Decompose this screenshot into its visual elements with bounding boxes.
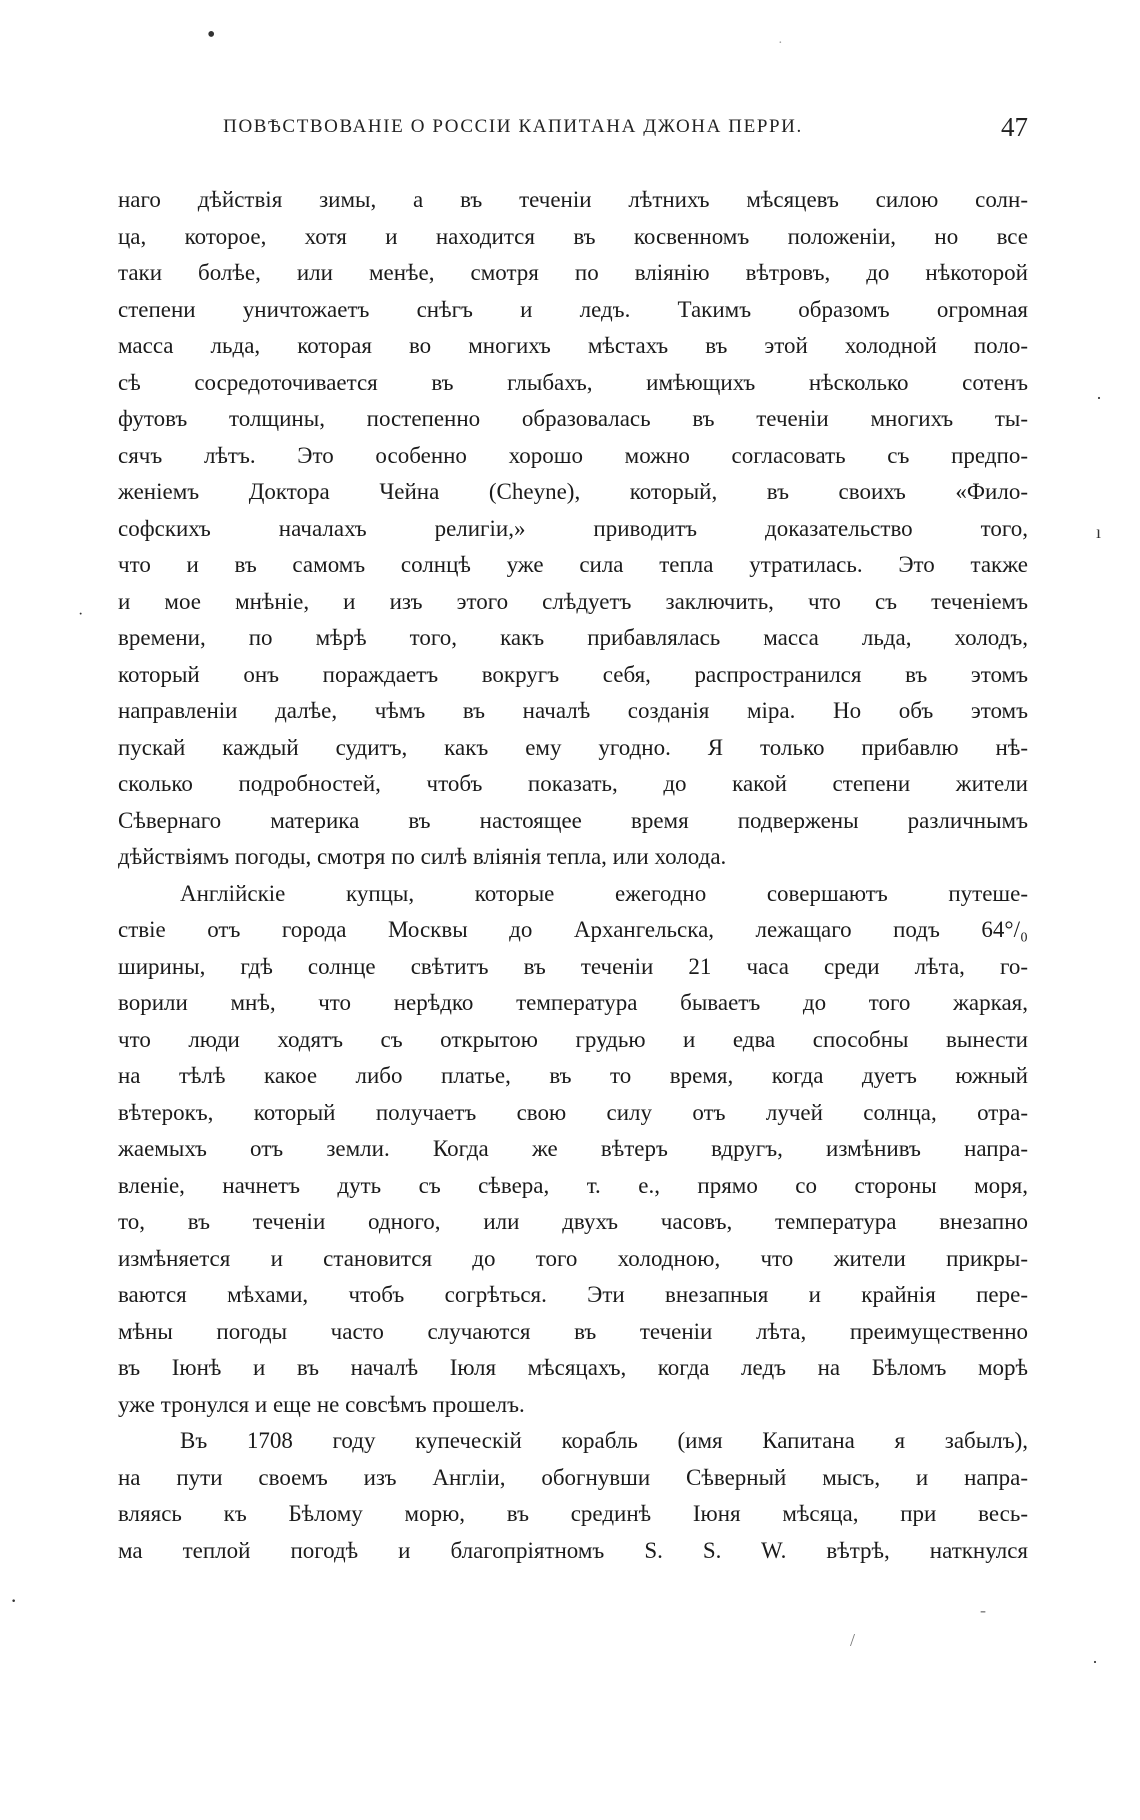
body-text — [118, 182, 1028, 1569]
text-line: вляясь къ Бѣлому морю, въ срединѣ Іюня мѣсяца, при весь- — [118, 1501, 1028, 1526]
text-line: то, въ теченіи одного, или двухъ часовъ, температура внезапно — [118, 1209, 1028, 1234]
text-line: сколько подробностей, чтобъ показать, до какой степени жители — [118, 771, 1028, 796]
text-line: времени, по мѣрѣ того, какъ прибавлялась масса льда, холодъ, — [118, 625, 1028, 650]
text-line: таки болѣе, или менѣе, смотря по вліянію вѣтровъ, до нѣкоторой — [118, 260, 1028, 285]
stray-ink-mark: · — [778, 36, 783, 51]
text-line: ма теплой погодѣ и благопріятномъ S. S. W. вѣтрѣ, наткнулся — [118, 1537, 1028, 1563]
stray-ink-mark: ı — [1096, 522, 1102, 542]
paragraph-last-line: дѣйствіямъ погоды, смотря по силѣ вліянія тепла, или холода. — [118, 844, 727, 869]
text-line: сячъ лѣтъ. Это особенно хорошо можно согласовать съ предпо- — [118, 442, 1028, 468]
stray-ink-mark: · — [1092, 1652, 1098, 1672]
text-line: направленіи далѣе, чѣмъ въ началѣ созданія міра. Но объ этомъ — [118, 698, 1028, 723]
text-line: степени уничтожаетъ снѣгъ и ледъ. Такимъ образомъ огромная — [118, 296, 1028, 322]
text-line: который онъ пораждаетъ вокругъ себя, распространился въ этомъ — [118, 661, 1028, 687]
text-line: пускай каждый судитъ, какъ ему угодно. Я только прибавлю нѣ- — [118, 734, 1028, 760]
text-line: наго дѣйствія зимы, а въ теченіи лѣтнихъ мѣсяцевъ силою солн- — [118, 187, 1028, 212]
text-line: софскихъ началахъ религіи,» приводитъ доказательство того, — [118, 515, 1028, 541]
text-line: масса льда, которая во многихъ мѣстахъ въ этой холодной поло- — [118, 333, 1028, 358]
text-line: измѣняется и становится до того холодною, что жители прикры- — [118, 1245, 1028, 1271]
text-line: ца, которое, хотя и находится въ косвенномъ положеніи, но все — [118, 223, 1028, 249]
text-line: ствіе отъ города Москвы до Архангельска, лежащаго подъ 64°/₀ — [118, 917, 1028, 942]
text-line: Сѣвернаго материка въ настоящее время подвержены различнымъ — [118, 807, 1028, 833]
text-line: и мое мнѣніе, и изъ этого слѣдуетъ заключить, что съ теченіемъ — [118, 588, 1028, 614]
stray-ink-mark: · — [78, 606, 84, 623]
text-line: жаемыхъ отъ земли. Когда же вѣтеръ вдругъ, измѣнивъ напра- — [118, 1136, 1028, 1161]
text-line: что и въ самомъ солнцѣ уже сила тепла утратилась. Это также — [118, 552, 1028, 577]
stray-ink-mark: • — [207, 22, 216, 48]
text-line: на пути своемъ изъ Англіи, обогнувши Сѣверный мысъ, и напра- — [118, 1464, 1028, 1490]
stray-ink-mark: · — [10, 1588, 18, 1613]
paragraph-last-line: уже тронулся и еще не совсѣмъ прошелъ. — [118, 1391, 525, 1417]
stray-ink-mark: - — [980, 1600, 986, 1620]
text-line: что люди ходятъ съ открытою грудью и едва способны вынести — [118, 1026, 1028, 1052]
paragraph-first-line: Въ 1708 году купеческій корабль (имя Капитана я забылъ), — [180, 1428, 1028, 1453]
text-line: футовъ толщины, постепенно образовалась въ теченіи многихъ ты- — [118, 406, 1028, 431]
text-line: на тѣлѣ какое либо платье, въ то время, когда дуетъ южный — [118, 1063, 1028, 1088]
text-line: въ Іюнѣ и въ началѣ Іюля мѣсяцахъ, когда ледъ на Бѣломъ морѣ — [118, 1355, 1028, 1380]
text-line: вѣтерокъ, который получаетъ свою силу отъ лучей солнца, отра- — [118, 1099, 1028, 1125]
text-line: ширины, гдѣ солнце свѣтитъ въ теченіи 21 часа среди лѣта, го- — [118, 953, 1028, 979]
text-line: ваются мѣхами, чтобъ согрѣться. Эти внезапныя и крайнія пере- — [118, 1282, 1028, 1307]
paragraph-first-line: Англійскіе купцы, которые ежегодно совершаютъ путеше- — [180, 880, 1028, 906]
page-header — [118, 112, 1028, 146]
running-title: ПОВѢСТВОВАНІЕ О РОССІИ КАПИТАНА ДЖОНА ПЕРРИ. — [223, 116, 803, 137]
text-line: ворили мнѣ, что нерѣдко температура бываетъ до того жаркая, — [118, 990, 1028, 1015]
text-line: сѣ сосредоточивается въ глыбахъ, имѣющихъ нѣсколько сотенъ — [118, 369, 1028, 395]
text-line: вленіе, начнетъ дуть съ сѣвера, т. е., прямо со стороны моря, — [118, 1172, 1028, 1198]
page-number: 47 — [1001, 112, 1028, 142]
text-line: женіемъ Доктора Чейна (Cheyne), который, въ своихъ «Фило- — [118, 479, 1028, 504]
text-line: мѣны погоды часто случаются въ теченіи лѣта, преимущественно — [118, 1318, 1028, 1344]
stray-ink-mark: / — [850, 1630, 856, 1650]
stray-ink-mark: · — [1096, 388, 1102, 408]
